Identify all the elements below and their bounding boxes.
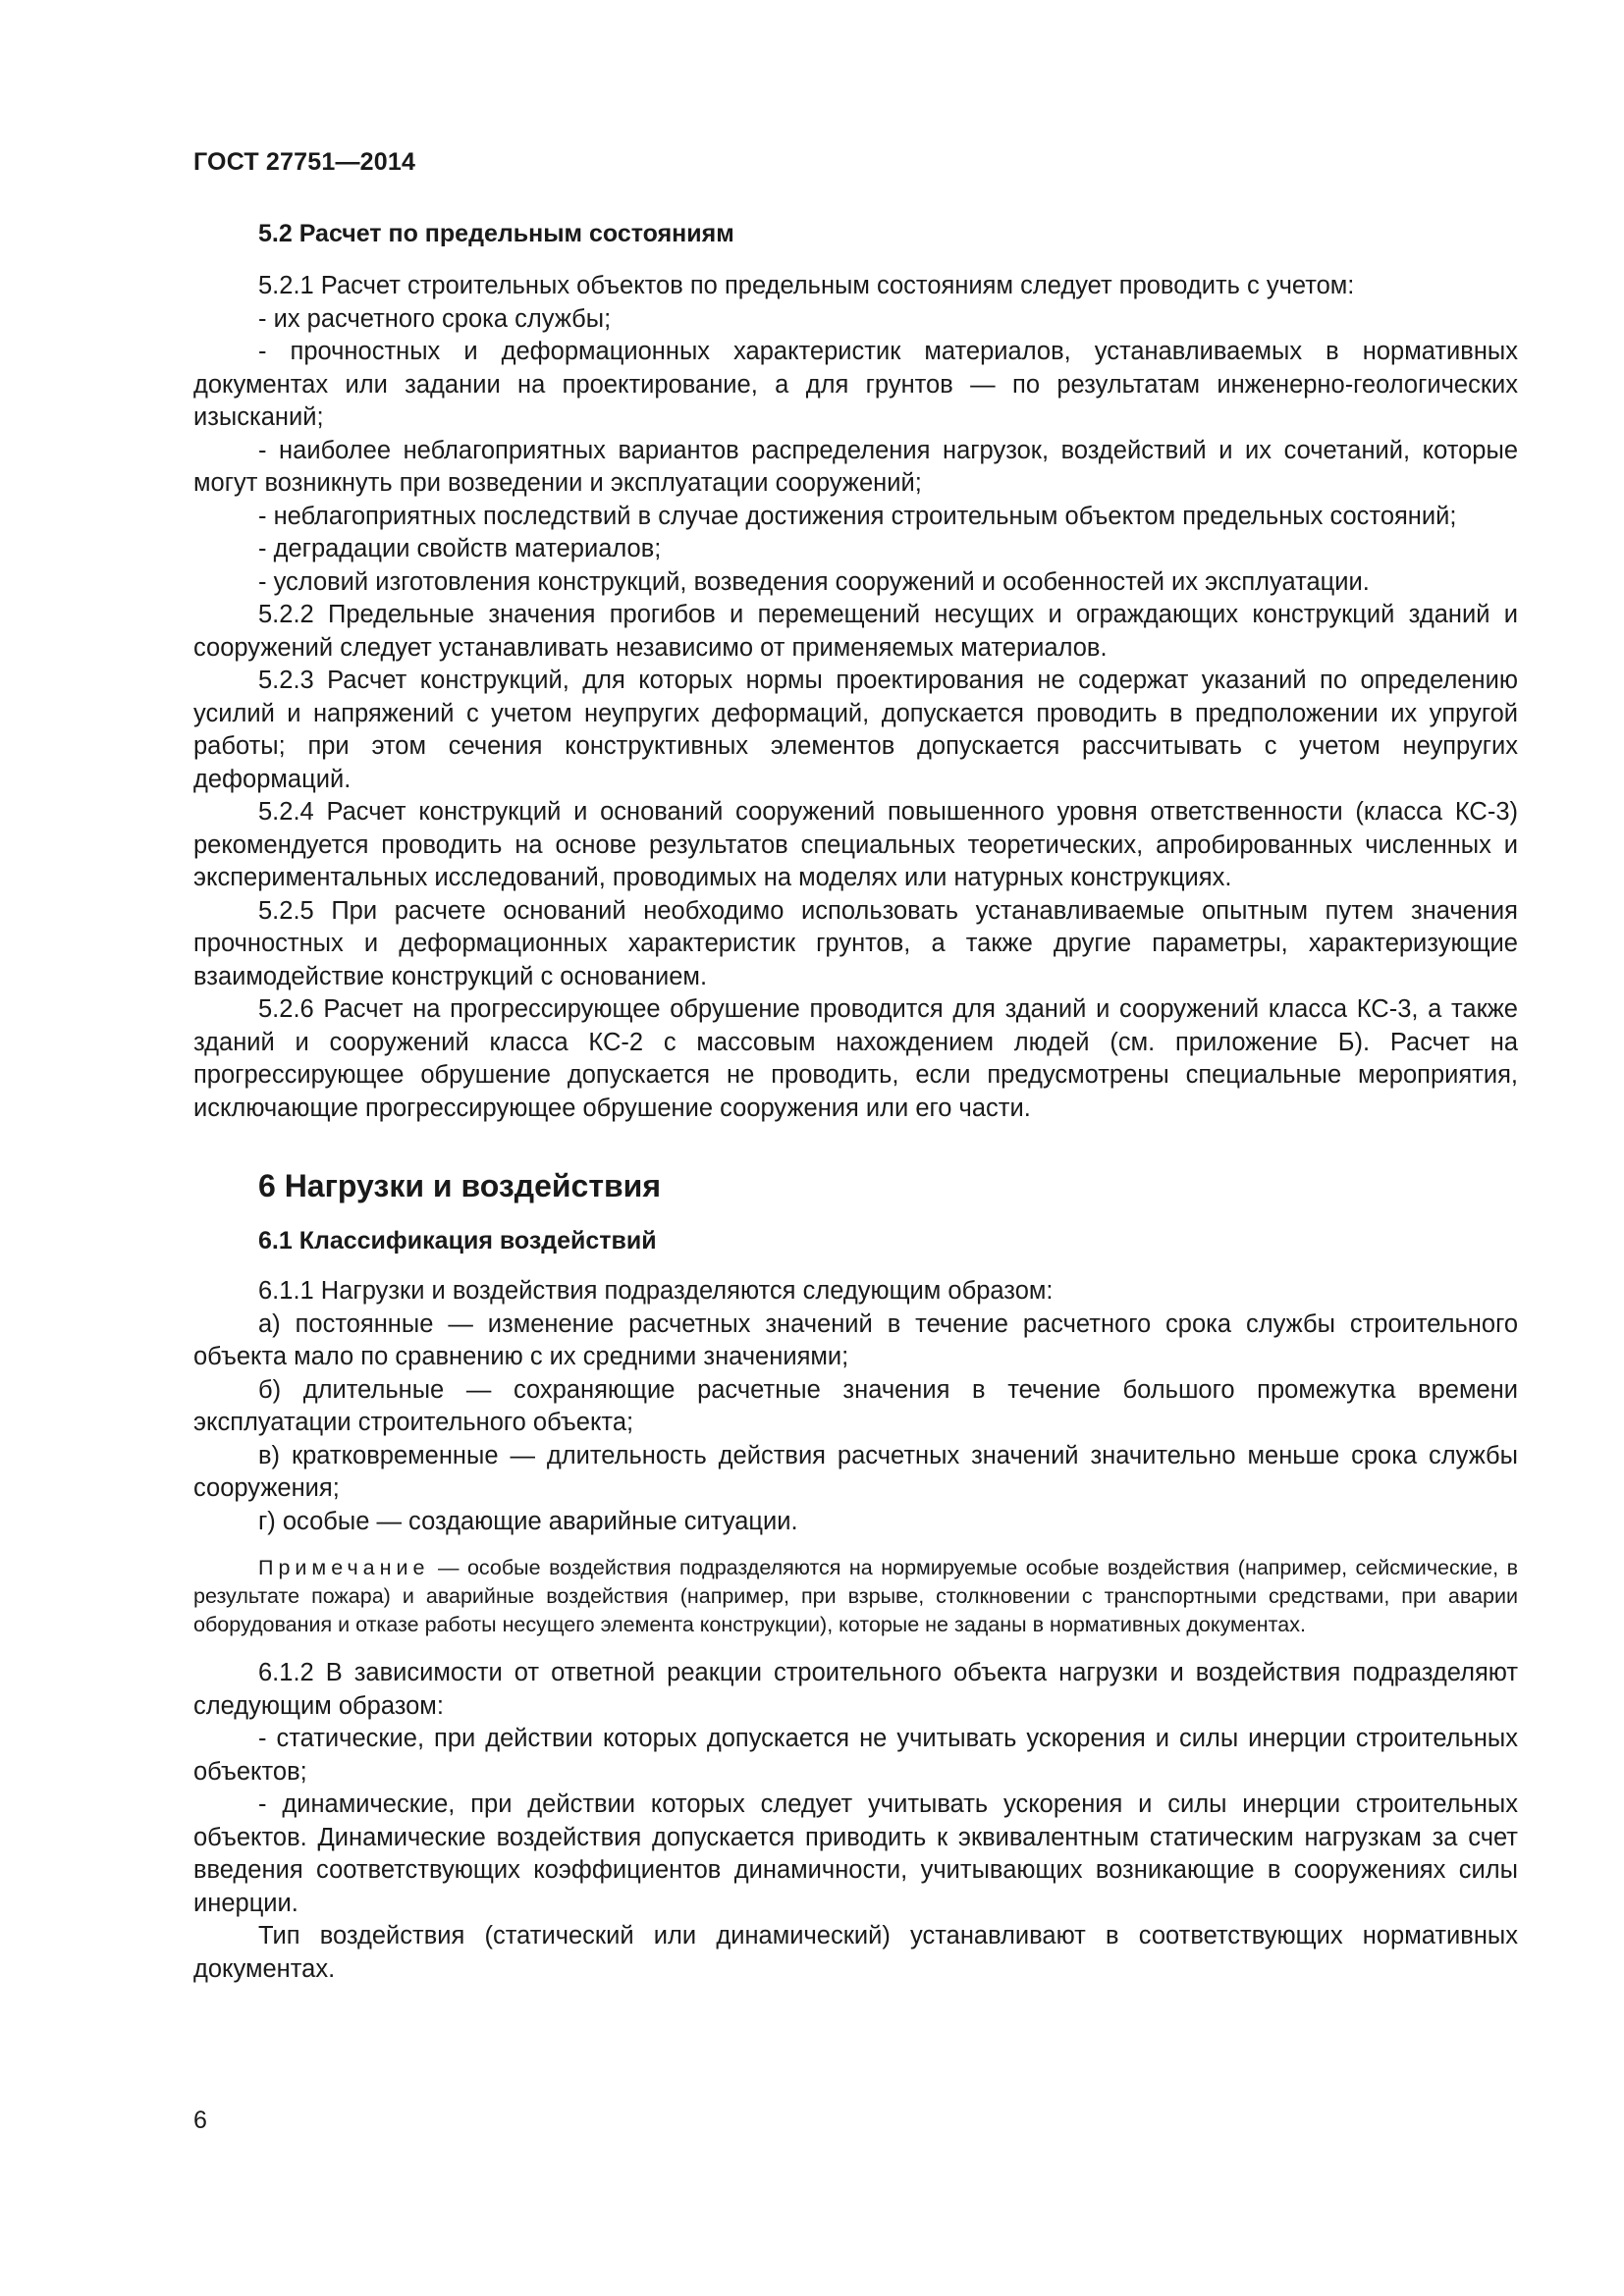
list-item: г) особые — создающие аварийные ситуации. [258, 1507, 798, 1535]
list-item: - прочностных и деформационных характеристик материалов, устанавливаемых в нормативных документах или задании на проектирование, а для грунтов — по результатам инженерно-геологических изысканий; [193, 338, 1518, 431]
list-item: - неблагоприятных последствий в случае достижения строительным объектом предельных состояний; [258, 502, 1457, 530]
paragraph-5-2-6: 5.2.6 Расчет на прогрессирующее обрушение проводится для зданий и сооружений класса КС-3, а также зданий и сооружений класса КС-2 с массовым нахождением людей (см. приложение Б). Расчет на прогрессирующее обрушение допускается не проводить, если предусмотрены специальные мероприятия, исключающие прогрессирующее обрушение сооружения или его части. [193, 995, 1518, 1122]
note-text: — особые воздействия подразделяются на нормируемые особые воздействия (например, сейсмические, в результате пожара) и аварийные воздействия (например, при взрыве, столкновении с транспортными средствами, при аварии оборудования и отказе работы несущего элемента конструкции), которые не заданы в нормативных документах. [193, 1556, 1518, 1636]
list-item: в) кратковременные — длительность действия расчетных значений значительно меньше срока службы сооружения; [193, 1441, 1518, 1502]
list-item: - деградации свойств материалов; [258, 535, 662, 562]
section-heading-6: 6 Нагрузки и воздействия [258, 1168, 662, 1203]
section-heading-5-2: 5.2 Расчет по предельным состояниям [258, 220, 734, 247]
paragraph-action-type: Тип воздействия (статический или динамический) устанавливают в соответствующих нормативных документах. [193, 1922, 1518, 1983]
paragraph-5-2-5: 5.2.5 При расчете оснований необходимо использовать устанавливаемые опытным путем значения прочностных и деформационных характеристик грунтов, а также другие параметры, характеризующие взаимодействие конструкций с основанием. [193, 896, 1518, 990]
paragraph-6-1-2: 6.1.2 В зависимости от ответной реакции строительного объекта нагрузки и воздействия подразделяют следующим образом: [193, 1659, 1518, 1720]
section-heading-6-1: 6.1 Классификация воздействий [258, 1227, 657, 1255]
note [193, 1554, 1518, 1639]
page-content [193, 218, 1518, 1986]
paragraph-5-2-2: 5.2.2 Предельные значения прогибов и перемещений несущих и ограждающих конструкций зданий и сооружений следует устанавливать независимо от применяемых материалов. [193, 601, 1518, 662]
paragraph-6-1-1: 6.1.1 Нагрузки и воздействия подразделяются следующим образом: [258, 1277, 1054, 1305]
list-item: - динамические, при действии которых следует учитывать ускорения и силы инерции строительных объектов. Динамические воздействия допускается приводить к эквивалентным статическим нагрузкам за счет введения соответствующих коэффициентов динамичности, учитывающих возникающие в сооружениях силы инерции. [193, 1790, 1518, 1917]
list-item: - статические, при действии которых допускается не учитывать ускорения и силы инерции строительных объектов; [193, 1725, 1518, 1786]
paragraph-5-2-1: 5.2.1 Расчет строительных объектов по предельным состояниям следует проводить с учетом: [258, 272, 1355, 299]
list-item: б) длительные — сохраняющие расчетные значения в течение большого промежутка времени эксплуатации строительного объекта; [193, 1375, 1518, 1436]
paragraph-5-2-4: 5.2.4 Расчет конструкций и оснований сооружений повышенного уровня ответственности (класса КС-3) рекомендуется проводить на основе результатов специальных теоретических, апробированных численных и экспериментальных исследований, проводимых на моделях или натурных конструкциях. [193, 798, 1518, 891]
list-item: - условий изготовления конструкций, возведения сооружений и особенностей их эксплуатации. [258, 567, 1370, 596]
document-header: ГОСТ 27751—2014 [193, 148, 416, 176]
list-item: - наиболее неблагоприятных вариантов распределения нагрузок, воздействий и их сочетаний, которые могут возникнуть при возведении и эксплуатации сооружений; [193, 436, 1518, 497]
list-item: а) постоянные — изменение расчетных значений в течение расчетного срока службы строительного объекта мало по сравнению с их средними значениями; [193, 1309, 1518, 1370]
page-number: 6 [193, 2107, 207, 2134]
list-item: - их расчетного срока службы; [258, 304, 612, 333]
paragraph-5-2-3: 5.2.3 Расчет конструкций, для которых нормы проектирования не содержат указаний по определению усилий и напряжений с учетом неупругих деформаций, допускается проводить в предположении их упругой работы; при этом сечения конструктивных элементов допускается рассчитывать с учетом неупругих деформаций. [193, 667, 1518, 793]
note-label: Примечание [258, 1556, 430, 1579]
